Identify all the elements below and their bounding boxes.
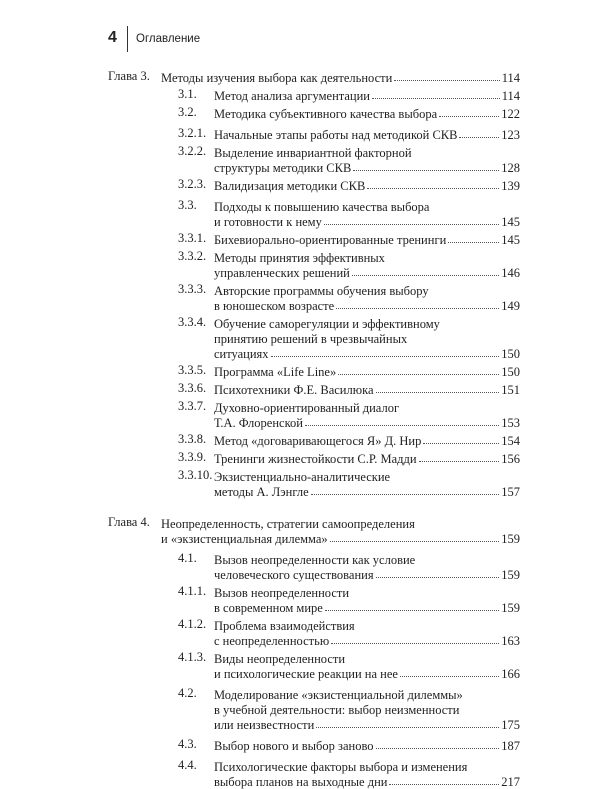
entry-text (214, 363, 520, 378)
entry-page-number: 146 (501, 266, 520, 280)
entry-last-line (214, 566, 520, 581)
entry-title-line: управленческих решений (214, 266, 350, 280)
entry-last-line (214, 231, 520, 246)
toc-entry[interactable] (108, 584, 520, 614)
entry-title-line: и «экзистенциальная дилемма» (161, 532, 328, 546)
dot-leader (331, 643, 499, 644)
table-of-contents (108, 66, 520, 788)
entry-number: 4.1.2. (178, 617, 207, 631)
entry-title-line: человеческого существования (214, 568, 374, 582)
entry-title-line: Методы изучения выбора как деятельности (161, 71, 393, 85)
entry-title-line: Валидизация методики СКВ (214, 179, 366, 193)
toc-entry[interactable] (108, 282, 520, 312)
toc-entry[interactable] (108, 617, 520, 647)
entry-number: 4.1.1. (178, 584, 207, 598)
toc-entry[interactable] (108, 144, 520, 174)
entry-text (214, 177, 520, 192)
entry-page-number: 145 (501, 215, 520, 229)
entry-title-line: Метод анализа аргументации (214, 89, 370, 103)
entry-title-line: Моделирование «экзистенциальной дилеммы» (214, 688, 463, 702)
entry-last-line (214, 716, 520, 731)
entry-text (214, 381, 520, 396)
entry-line (214, 701, 520, 716)
entry-last-line (214, 297, 520, 312)
dot-leader (389, 784, 499, 785)
entry-title-line: в современном мире (214, 601, 323, 615)
entry-number: 3.3.5. (178, 363, 207, 377)
entry-last-line (214, 381, 520, 396)
entry-text (214, 105, 520, 120)
entry-page-number: 156 (501, 452, 520, 466)
entry-number: 3.3.9. (178, 450, 207, 464)
entry-title-line: Авторские программы обучения выбору (214, 284, 429, 298)
entry-last-line (214, 632, 520, 647)
dot-leader (338, 374, 499, 375)
entry-title-line: Методы принятия эффективных (214, 251, 385, 265)
entry-title-line: структуры методики СКВ (214, 161, 352, 175)
header-divider (127, 26, 128, 52)
entry-last-line (214, 432, 520, 447)
entry-number: 3.2.3. (178, 177, 207, 191)
entry-last-line (214, 105, 520, 120)
entry-line (214, 282, 520, 297)
entry-title-line: Обучение саморегуляции и эффективному (214, 317, 440, 331)
toc-entry[interactable] (108, 249, 520, 279)
dot-leader (316, 727, 499, 728)
entry-text (214, 551, 520, 581)
entry-title-line: в учебной деятельности: выбор неизменности (214, 703, 460, 717)
entry-line (214, 650, 520, 665)
entry-last-line (214, 450, 520, 465)
entry-text (214, 468, 520, 498)
entry-page-number: 159 (501, 532, 520, 546)
entry-page-number: 159 (501, 568, 520, 582)
dot-leader (439, 116, 499, 117)
toc-entry[interactable] (108, 198, 520, 228)
entry-number: 3.2.1. (178, 126, 207, 140)
entry-number: 3.3.10. (178, 468, 213, 482)
dot-leader (305, 425, 499, 426)
entry-line (214, 330, 520, 345)
entry-number: 4.3. (178, 737, 197, 751)
entry-title-line: Духовно-ориентированный диалог (214, 401, 400, 415)
entry-line (214, 758, 520, 773)
entry-text (214, 126, 520, 141)
entry-title-line: Т.А. Флоренской (214, 416, 303, 430)
toc-entry[interactable] (108, 69, 520, 84)
entry-line (214, 686, 520, 701)
entry-last-line (214, 264, 520, 279)
entry-line (214, 468, 520, 483)
page-number: 4 (108, 29, 117, 46)
dot-leader (324, 224, 499, 225)
entry-number: 4.4. (178, 758, 197, 772)
entry-number: 3.3.8. (178, 432, 207, 446)
toc-entry[interactable] (108, 177, 520, 192)
entry-title-line: ситуациях (214, 347, 269, 361)
entry-page-number: 114 (501, 71, 520, 85)
entry-line (214, 249, 520, 264)
entry-title-line: Бихевиорально-ориентированные тренинги (214, 233, 447, 247)
entry-text (214, 315, 520, 360)
entry-last-line (214, 159, 520, 174)
entry-text (214, 617, 520, 647)
entry-page-number: 163 (501, 634, 520, 648)
entry-page-number: 114 (501, 89, 520, 103)
dot-leader (271, 356, 500, 357)
toc-entry[interactable] (108, 105, 520, 120)
toc-entry[interactable] (108, 87, 520, 102)
entry-page-number: 128 (501, 161, 520, 175)
entry-number: 3.1. (178, 87, 197, 101)
entry-title-line: Выбор нового и выбор заново (214, 739, 374, 753)
entry-text (214, 686, 520, 731)
entry-title-line: и психологические реакции на нее (214, 667, 398, 681)
dot-leader (330, 541, 500, 542)
entry-title-line: с неопределенностью (214, 634, 330, 648)
dot-leader (376, 392, 500, 393)
dot-leader (376, 577, 500, 578)
entry-last-line (214, 665, 520, 680)
entry-last-line (214, 363, 520, 378)
entry-number: 3.3.7. (178, 399, 207, 413)
entry-title-line: Экзистенциально-аналитические (214, 470, 391, 484)
entry-number: 3.2. (178, 105, 197, 119)
toc-entry[interactable] (108, 758, 520, 788)
entry-last-line (214, 414, 520, 429)
toc-entry[interactable] (108, 450, 520, 465)
entry-last-line (214, 345, 520, 360)
entry-page-number: 157 (501, 485, 520, 499)
entry-page-number: 149 (501, 299, 520, 313)
entry-number: 3.3. (178, 198, 197, 212)
entry-line (214, 144, 520, 159)
entry-text (214, 282, 520, 312)
entry-page-number: 145 (501, 233, 520, 247)
entry-page-number: 150 (501, 347, 520, 361)
entry-text (214, 432, 520, 447)
entry-page-number: 159 (501, 601, 520, 615)
entry-last-line (161, 69, 520, 84)
dot-leader (423, 443, 499, 444)
toc-entry[interactable] (108, 126, 520, 141)
entry-line (214, 315, 520, 330)
entry-title-line: Тренинги жизнестойкости С.Р. Мадди (214, 452, 417, 466)
entry-text (214, 399, 520, 429)
entry-line (214, 617, 520, 632)
entry-text (214, 144, 520, 174)
entry-last-line (214, 773, 520, 788)
entry-line (214, 198, 520, 213)
entry-page-number: 122 (501, 107, 520, 121)
entry-title-line: Психологические факторы выбора и изменения (214, 760, 468, 774)
entry-title-line: Вызов неопределенности (214, 586, 350, 600)
entry-number: 3.3.1. (178, 231, 207, 245)
entry-line (214, 551, 520, 566)
toc-entry[interactable] (108, 686, 520, 731)
entry-title-line: Виды неопределенности (214, 652, 346, 666)
dot-leader (394, 80, 499, 81)
dot-leader (325, 610, 499, 611)
entry-number: Глава 4. (108, 515, 150, 529)
entry-last-line (214, 126, 520, 141)
entry-page-number: 139 (501, 179, 520, 193)
entry-last-line (214, 213, 520, 228)
entry-title-line: Вызов неопределенности как условие (214, 553, 416, 567)
toc-entry[interactable] (108, 432, 520, 447)
dot-leader (372, 98, 500, 99)
toc-entry[interactable] (108, 231, 520, 246)
entry-text (214, 231, 520, 246)
entry-last-line (161, 530, 520, 545)
toc-entry[interactable] (108, 468, 520, 498)
entry-number: 4.1.3. (178, 650, 207, 664)
entry-title-line: Начальные этапы работы над методикой СКВ (214, 128, 458, 142)
entry-title-line: или неизвестности (214, 718, 315, 732)
entry-title-line: Выделение инвариантной факторной (214, 146, 412, 160)
entry-text (214, 650, 520, 680)
dot-leader (311, 494, 500, 495)
entry-title-line: и готовности к нему (214, 215, 322, 229)
toc-entry[interactable] (108, 315, 520, 360)
entry-page-number: 123 (501, 128, 520, 142)
entry-title-line: принятию решений в чрезвычайных (214, 332, 408, 346)
entry-text (161, 69, 520, 84)
entry-last-line (214, 87, 520, 102)
entry-title-line: Подходы к повышению качества выбора (214, 200, 430, 214)
toc-entry[interactable] (108, 381, 520, 396)
entry-line (214, 399, 520, 414)
entry-title-line: Метод «договаривающегося Я» Д. Нир (214, 434, 422, 448)
entry-title-line: Неопределенность, стратегии самоопределения (161, 517, 415, 531)
entry-page-number: 154 (501, 434, 520, 448)
dot-leader (336, 308, 499, 309)
dot-leader (419, 461, 500, 462)
entry-number: 4.1. (178, 551, 197, 565)
entry-text (161, 515, 520, 545)
toc-entry[interactable] (108, 515, 520, 545)
entry-last-line (214, 483, 520, 498)
entry-title-line: Проблема взаимодействия (214, 619, 355, 633)
entry-page-number: 153 (501, 416, 520, 430)
toc-entry[interactable] (108, 363, 520, 378)
entry-number: 3.3.6. (178, 381, 207, 395)
entry-text (214, 87, 520, 102)
dot-leader (459, 137, 499, 138)
dot-leader (376, 748, 500, 749)
entry-title-line: Программа «Life Line» (214, 365, 337, 379)
entry-title-line: методы А. Лэнгле (214, 485, 309, 499)
dot-leader (352, 275, 499, 276)
entry-page-number: 166 (501, 667, 520, 681)
entry-number: 3.3.4. (178, 315, 207, 329)
entry-title-line: выбора планов на выходные дни (214, 775, 388, 789)
entry-text (214, 198, 520, 228)
entry-number: 4.2. (178, 686, 197, 700)
entry-number: 3.3.2. (178, 249, 207, 263)
dot-leader (448, 242, 499, 243)
toc-entry[interactable] (108, 650, 520, 680)
entry-text (214, 758, 520, 788)
dot-leader (400, 676, 499, 677)
entry-title-line: Методика субъективного качества выбора (214, 107, 438, 121)
entry-title-line: в юношеском возрасте (214, 299, 335, 313)
entry-page-number: 217 (501, 775, 520, 789)
entry-last-line (214, 599, 520, 614)
entry-text (214, 584, 520, 614)
dot-leader (367, 188, 499, 189)
entry-line (214, 584, 520, 599)
toc-entry[interactable] (108, 399, 520, 429)
running-title: Оглавление (136, 33, 201, 45)
entry-page-number: 151 (501, 383, 520, 397)
entry-number: Глава 3. (108, 69, 150, 83)
entry-number: 3.3.3. (178, 282, 207, 296)
entry-title-line: Психотехники Ф.Е. Василюка (214, 383, 374, 397)
entry-text (214, 450, 520, 465)
entry-line (161, 515, 520, 530)
entry-page-number: 187 (501, 739, 520, 753)
toc-entry[interactable] (108, 551, 520, 581)
entry-page-number: 150 (501, 365, 520, 379)
entry-page-number: 175 (501, 718, 520, 732)
entry-last-line (214, 177, 520, 192)
entry-text (214, 249, 520, 279)
entry-number: 3.2.2. (178, 144, 207, 158)
dot-leader (353, 170, 499, 171)
